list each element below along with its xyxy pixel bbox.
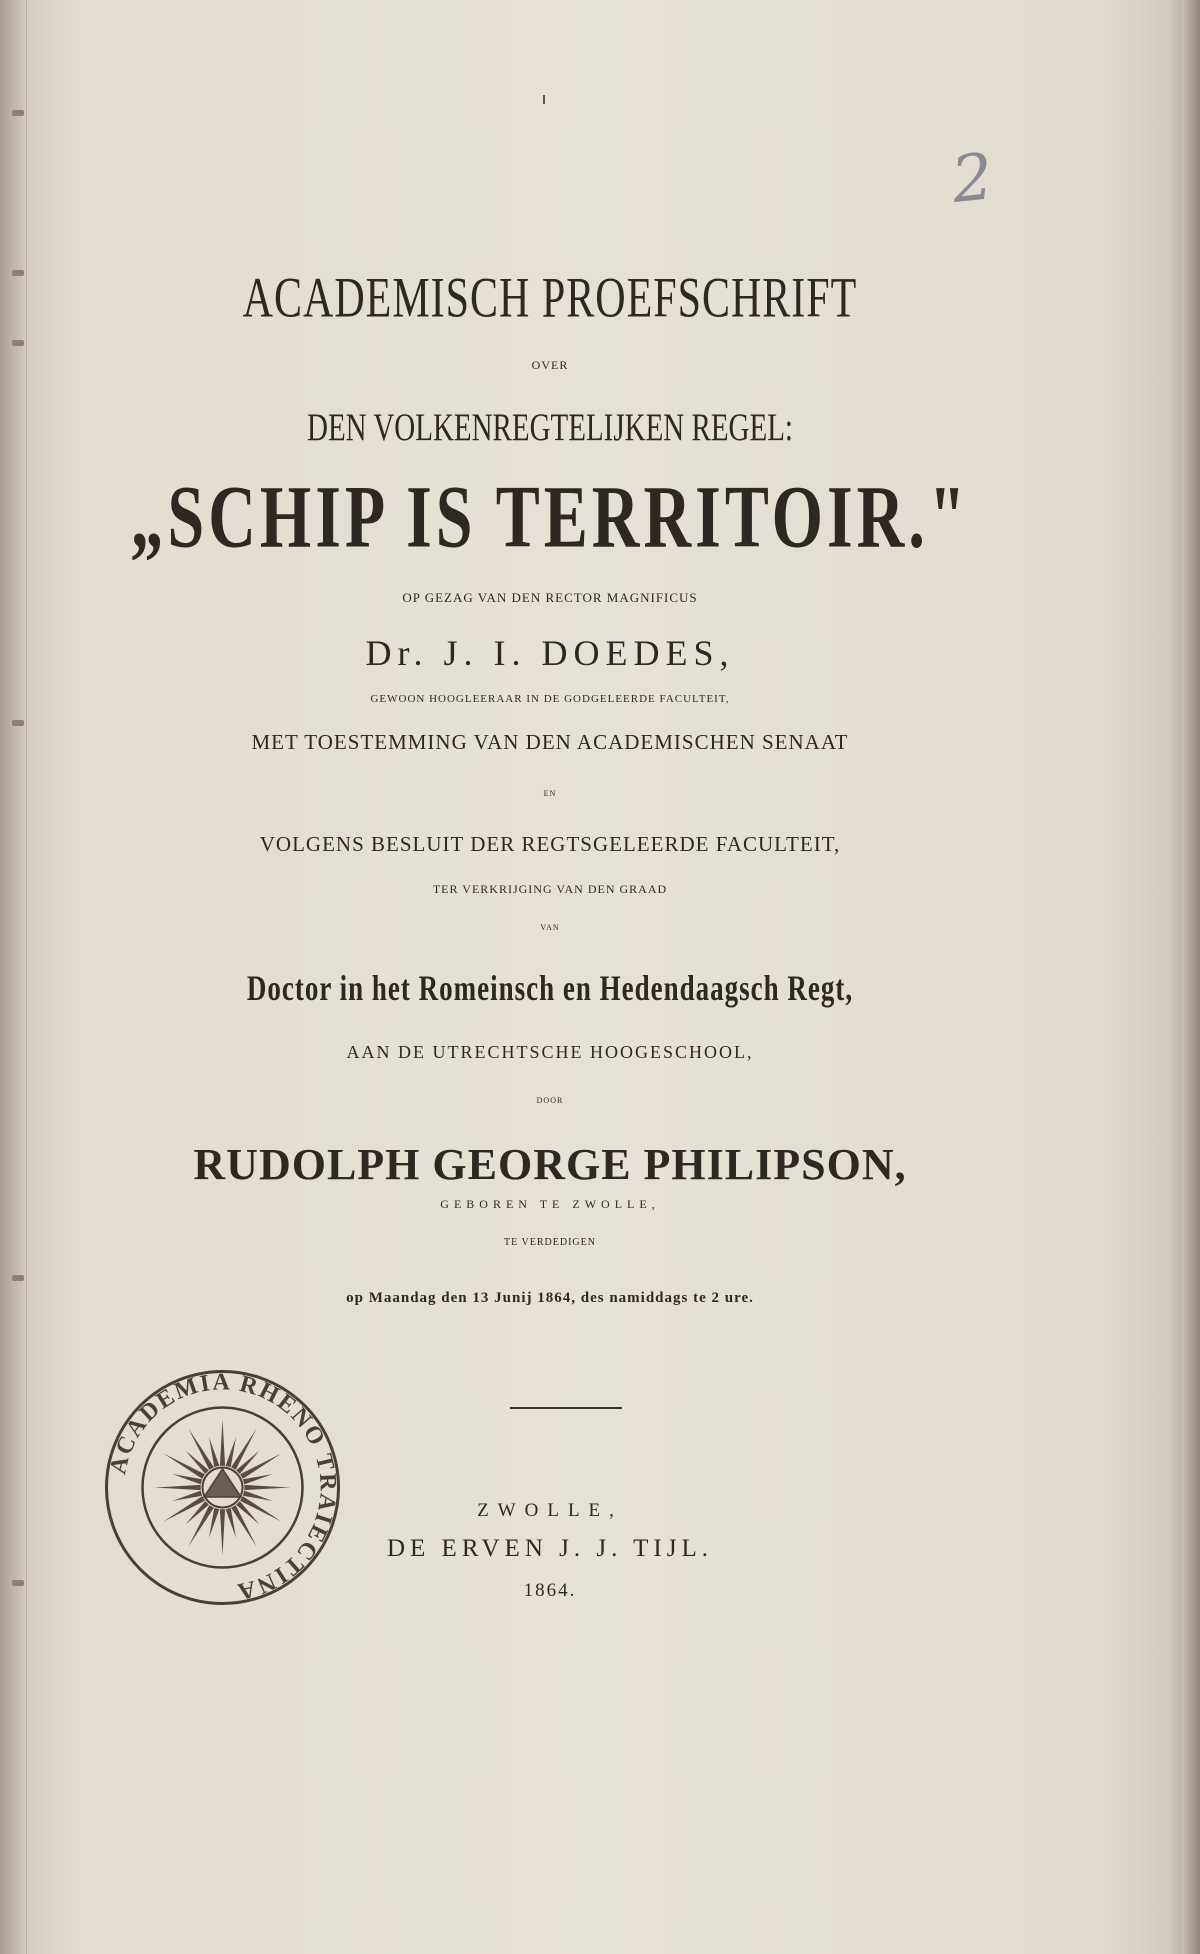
sun-ray: [240, 1496, 281, 1521]
degree-purpose-line: TER VERKRIJGING VAN DEN GRAAD: [432, 882, 668, 896]
sun-ray: [240, 1454, 281, 1479]
motto-text: „SCHIP IS TERRITOIR.": [130, 468, 970, 567]
thesis-title: [0, 267, 1100, 331]
rector-role: GEWOON HOOGLEERAAR IN DE GODGELEERDE FACULTEIT,: [370, 693, 730, 705]
sun-ray: [244, 1485, 290, 1490]
subject-line: [0, 406, 1100, 450]
author-name: RUDOLPH GEORGE PHILIPSON,: [193, 1140, 907, 1189]
authority-line: OP GEZAG VAN DEN RECTOR MAGNIFICUS: [402, 590, 698, 605]
sun-ray: [189, 1429, 214, 1470]
sun-ray: [231, 1505, 256, 1546]
binding-stitch: [12, 110, 24, 116]
conjunction-en: EN: [543, 789, 557, 798]
conjunction-van: VAN: [540, 923, 560, 932]
imprint-city: ZWOLLE,: [477, 1500, 623, 1521]
sun-ray: [164, 1496, 205, 1521]
thesis-title-text: ACADEMISCH PROEFSCHRIFT: [242, 267, 858, 331]
university-seal-stamp: [100, 1365, 345, 1610]
sun-ray: [236, 1451, 259, 1474]
conjunction-door: DOOR: [536, 1096, 564, 1105]
sun-ray: [186, 1501, 209, 1524]
binding-stitch: [12, 1275, 24, 1281]
sun-ray: [164, 1454, 205, 1479]
defend-line: TE VERDEDIGEN: [504, 1237, 596, 1248]
handwritten-page-number: 2: [948, 140, 997, 218]
sun-ray: [220, 1509, 225, 1555]
imprint-publisher: DE ERVEN J. J. TIJL.: [386, 1535, 713, 1562]
imprint-year: 1864.: [523, 1580, 577, 1601]
consent-line: MET TOESTEMMING VAN DEN ACADEMISCHEN SENAAT: [251, 730, 849, 754]
birthplace-line: GEBOREN TE ZWOLLE,: [440, 1197, 660, 1211]
binding-stitch: [12, 720, 24, 726]
stamp-legend-path: ACADEMIA RHENO TRAIECTINA: [105, 1369, 341, 1605]
small-mark: [543, 95, 545, 104]
divider-rule: [510, 1407, 622, 1409]
binding-stitch: [12, 340, 24, 346]
sun-ray: [155, 1485, 201, 1490]
sun-ray: [220, 1420, 225, 1466]
subject-text: DEN VOLKENREGTELIJKEN REGEL:: [307, 406, 793, 450]
degree-text: Doctor in het Romeinsch en Hedendaagsch Regt,: [246, 967, 854, 1009]
rector-name: Dr. J. I. DOEDES,: [365, 633, 735, 673]
sun-ray: [231, 1429, 256, 1470]
school-line: AAN DE UTRECHTSCHE HOOGESCHOOL,: [346, 1042, 754, 1062]
sun-ray: [189, 1505, 214, 1546]
faculty-decision-line: VOLGENS BESLUIT DER REGTSGELEERDE FACULTEIT,: [259, 832, 841, 856]
degree-line: [0, 967, 1100, 1009]
page-edge-shadow: [1182, 0, 1200, 1954]
defense-date-line: op Maandag den 13 Junij 1864, des namiddags te 2 ure.: [346, 1290, 754, 1306]
over-line: OVER: [531, 358, 569, 372]
sun-ray: [186, 1451, 209, 1474]
sun-ray: [236, 1501, 259, 1524]
motto-heading: [0, 468, 1100, 567]
